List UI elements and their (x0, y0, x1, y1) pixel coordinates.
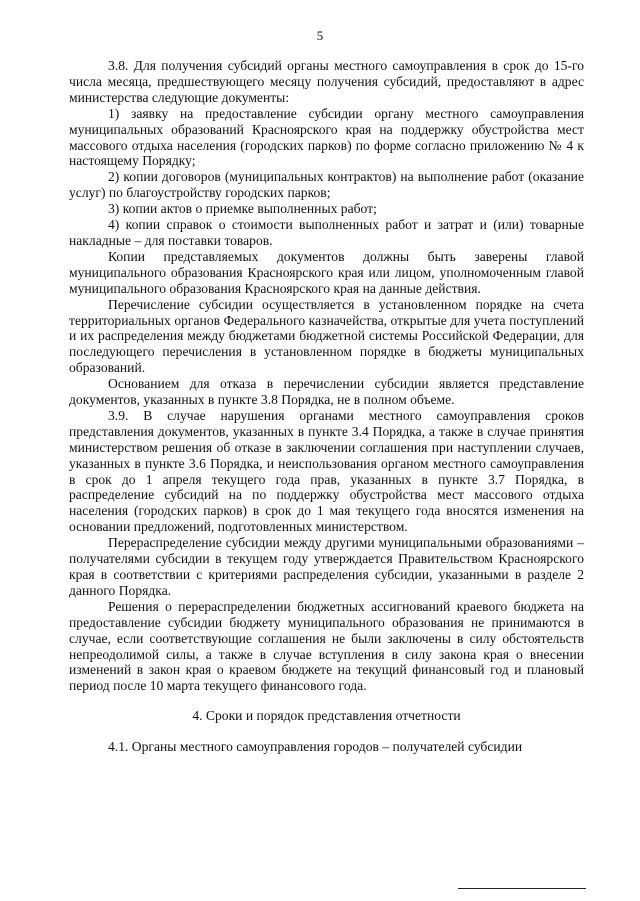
paragraph-4-1: 4.1. Органы местного самоуправления городов – получателей субсидии (108, 739, 523, 755)
document-body (69, 58, 584, 755)
paragraph-3-9: 3.9. В случае нарушения органами местного самоуправления сроков представления документов, указанных в пункте 3.4 Порядка, а также в случае принятия министерством решения об отказе в заключении соглашения при наступлении случаев, указанных в пункте 3.6 Порядка, и неиспользования органом местного самоуправления в срок до 1 апреля текущего года прав, указанных в пункте 3.7 Порядка, в распределение субсидий на по поддержку обустройства мест массового отдыха населения (городских парков) в срок до 1 мая текущего года вносятся изменения на основании предложений, подготовленных министерством. (69, 407, 584, 535)
paragraph-decisions: Решения о перераспределении бюджетных ассигнований краевого бюджета на предоставление субсидии бюджету муниципального образования не принимаются в случае, если соответствующие соглашения не были заключены в силу обстоятельств непреодолимой силы, а также в случае вступления в силу закона края о внесении изменений в закон края о краевом бюджете на текущий финансовый год и плановый период после 10 марта текущего финансового года. (69, 598, 584, 694)
paragraph-redistribution: Перераспределение субсидии между другими муниципальными образованиями – получателями субсидии в текущем году утверждается Правительством Красноярского края в соответствии с критериями распределения субсидии, указанными в разделе 2 данного Порядка. (69, 535, 584, 598)
paragraph-item-1: 1) заявку на предоставление субсидии органу местного самоуправления муниципальных образований Красноярского края на поддержку обустройства мест массового отдыха населения (городских парков) по форме согласно приложению № 4 к настоящему Порядку; (69, 105, 584, 169)
paragraph-refusal: Основанием для отказа в перечислении субсидии является представление документов, указанных в пункте 3.8 Порядка, не в полном объеме. (69, 376, 584, 408)
paragraph-item-2: 2) копии договоров (муниципальных контрактов) на выполнение работ (оказание услуг) по благоустройству городских парков; (69, 169, 584, 201)
paragraph-item-3: 3) копии актов о приемке выполненных работ; (108, 201, 377, 217)
paragraph-copies: Копии представляемых документов должны быть заверены главой муниципального образования Красноярского края или лицом, уполномоченным главой муниципального образования Красноярского края на данные действия. (69, 248, 584, 296)
page-number: 5 (316, 28, 324, 43)
footer-rule (458, 888, 586, 889)
paragraph-transfer: Перечисление субсидии осуществляется в установленном порядке на счета территориальных органов Федерального казначейства, открытые для учета поступлений и их распределения между бюджетами бюджетной системы Российской Федерации, для последующего перечисления в установленном порядке в бюджеты муниципальных образований. (69, 296, 584, 376)
section-heading: 4. Сроки и порядок представления отчетности (192, 708, 461, 724)
paragraph-item-4: 4) копии справок о стоимости выполненных работ и затрат и (или) товарные накладные – для поставки товаров. (69, 217, 584, 248)
paragraph-3-8: 3.8. Для получения субсидий органы местного самоуправления в срок до 15-го числа месяца, предшествующего месяцу получения субсидий, предоставляют в адрес министерства следующие документы: (69, 58, 584, 105)
